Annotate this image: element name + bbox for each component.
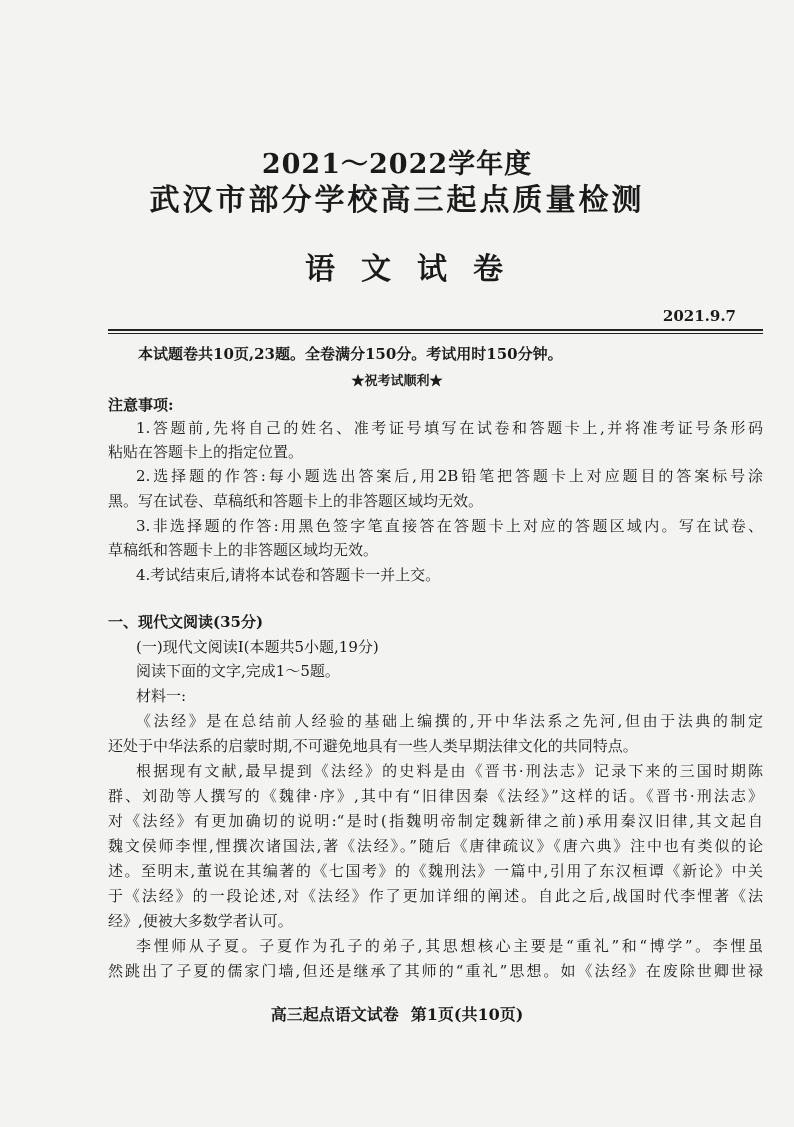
notice-line: 1.答题前,先将自己的姓名、准考证号填写在试卷和答题卡上,并将准考证号条形码	[136, 419, 763, 437]
passage-line: 《法经》是在总结前人经验的基础上编撰的,开中华法系之先河,但由于法典的制定	[136, 712, 763, 730]
passage-line: 经》,便被大多数学者认可。	[108, 912, 293, 930]
notice-line: 2.选择题的作答:每小题选出答案后,用2B铅笔把答题卡上对应题目的答案标号涂	[136, 467, 763, 485]
header-rule-thin	[108, 333, 763, 334]
passage-line: 根据现有文献,最早提到《法经》的史料是由《晋书·刑法志》记录下来的三国时期陈	[136, 762, 763, 780]
exam-date: 2021.9.7	[662, 307, 736, 325]
section-title: 一、现代文阅读(35分)	[108, 613, 264, 631]
passage-line: 群、刘劭等人撰写的《魏律·序》,其中有“旧律因秦《法经》”这样的话。《晋书·刑法志》	[108, 787, 763, 805]
page-footer	[0, 1002, 794, 1025]
notice-line: 草稿纸和答题卡上的非答题区域均无效。	[108, 541, 379, 559]
notice-line: 黑。写在试卷、草稿纸和答题卡上的非答题区域均无效。	[108, 492, 484, 510]
subject-title: 语文试卷	[305, 252, 529, 287]
passage-line: 李悝师从子夏。子夏作为孔子的弟子,其思想核心主要是“重礼”和“博学”。李悝虽	[136, 937, 763, 955]
passage-line: 对《法经》有更加确切的说明:“是时(指魏明帝制定魏新律之前)承用秦汉旧律,其文起自	[108, 812, 763, 830]
passage-line: 于《法经》的一段论述,对《法经》作了更加详细的阐述。自此之后,战国时代李悝著《法	[108, 887, 763, 905]
academic-year: 2021～2022学年度	[261, 149, 533, 180]
exam-intro: 本试题卷共10页,23题。全卷满分150分。考试用时150分钟。	[138, 345, 563, 363]
footer-page-number: 第1页(共10页)	[410, 1005, 524, 1024]
notice-title: 注意事项:	[108, 396, 174, 414]
exam-title: 武汉市部分学校高三起点质量检测	[149, 183, 645, 218]
header-rule	[108, 329, 763, 331]
subsection-title: (一)现代文阅读Ⅰ(本题共5小题,19分)	[136, 638, 379, 656]
notice-line: 粘贴在答题卡上的指定位置。	[108, 443, 304, 461]
good-luck-banner: ★祝考试顺利★	[351, 374, 443, 389]
passage-line: 魏文侯师李悝,悝撰次诸国法,著《法经》。”随后《唐律疏议》《唐六典》注中也有类似的论	[108, 837, 763, 855]
reading-instruction: 阅读下面的文字,完成1～5题。	[136, 662, 340, 680]
footer-title: 高三起点语文试卷	[270, 1005, 399, 1024]
passage-line: 还处于中华法系的启蒙时期,不可避免地具有一些人类早期法律文化的共同特点。	[108, 737, 638, 755]
notice-line: 4.考试结束后,请将本试卷和答题卡一并上交。	[136, 566, 441, 584]
passage-line: 述。至明末,董说在其编著的《七国考》的《魏刑法》一篇中,引用了东汉桓谭《新论》中关	[108, 862, 763, 880]
passage-line: 然跳出了子夏的儒家门墙,但还是继承了其师的“重礼”思想。如《法经》在废除世卿世禄	[108, 962, 763, 980]
notice-line: 3.非选择题的作答:用黑色签字笔直接答在答题卡上对应的答题区域内。写在试卷、	[136, 517, 763, 535]
material-label: 材料一:	[136, 687, 187, 705]
